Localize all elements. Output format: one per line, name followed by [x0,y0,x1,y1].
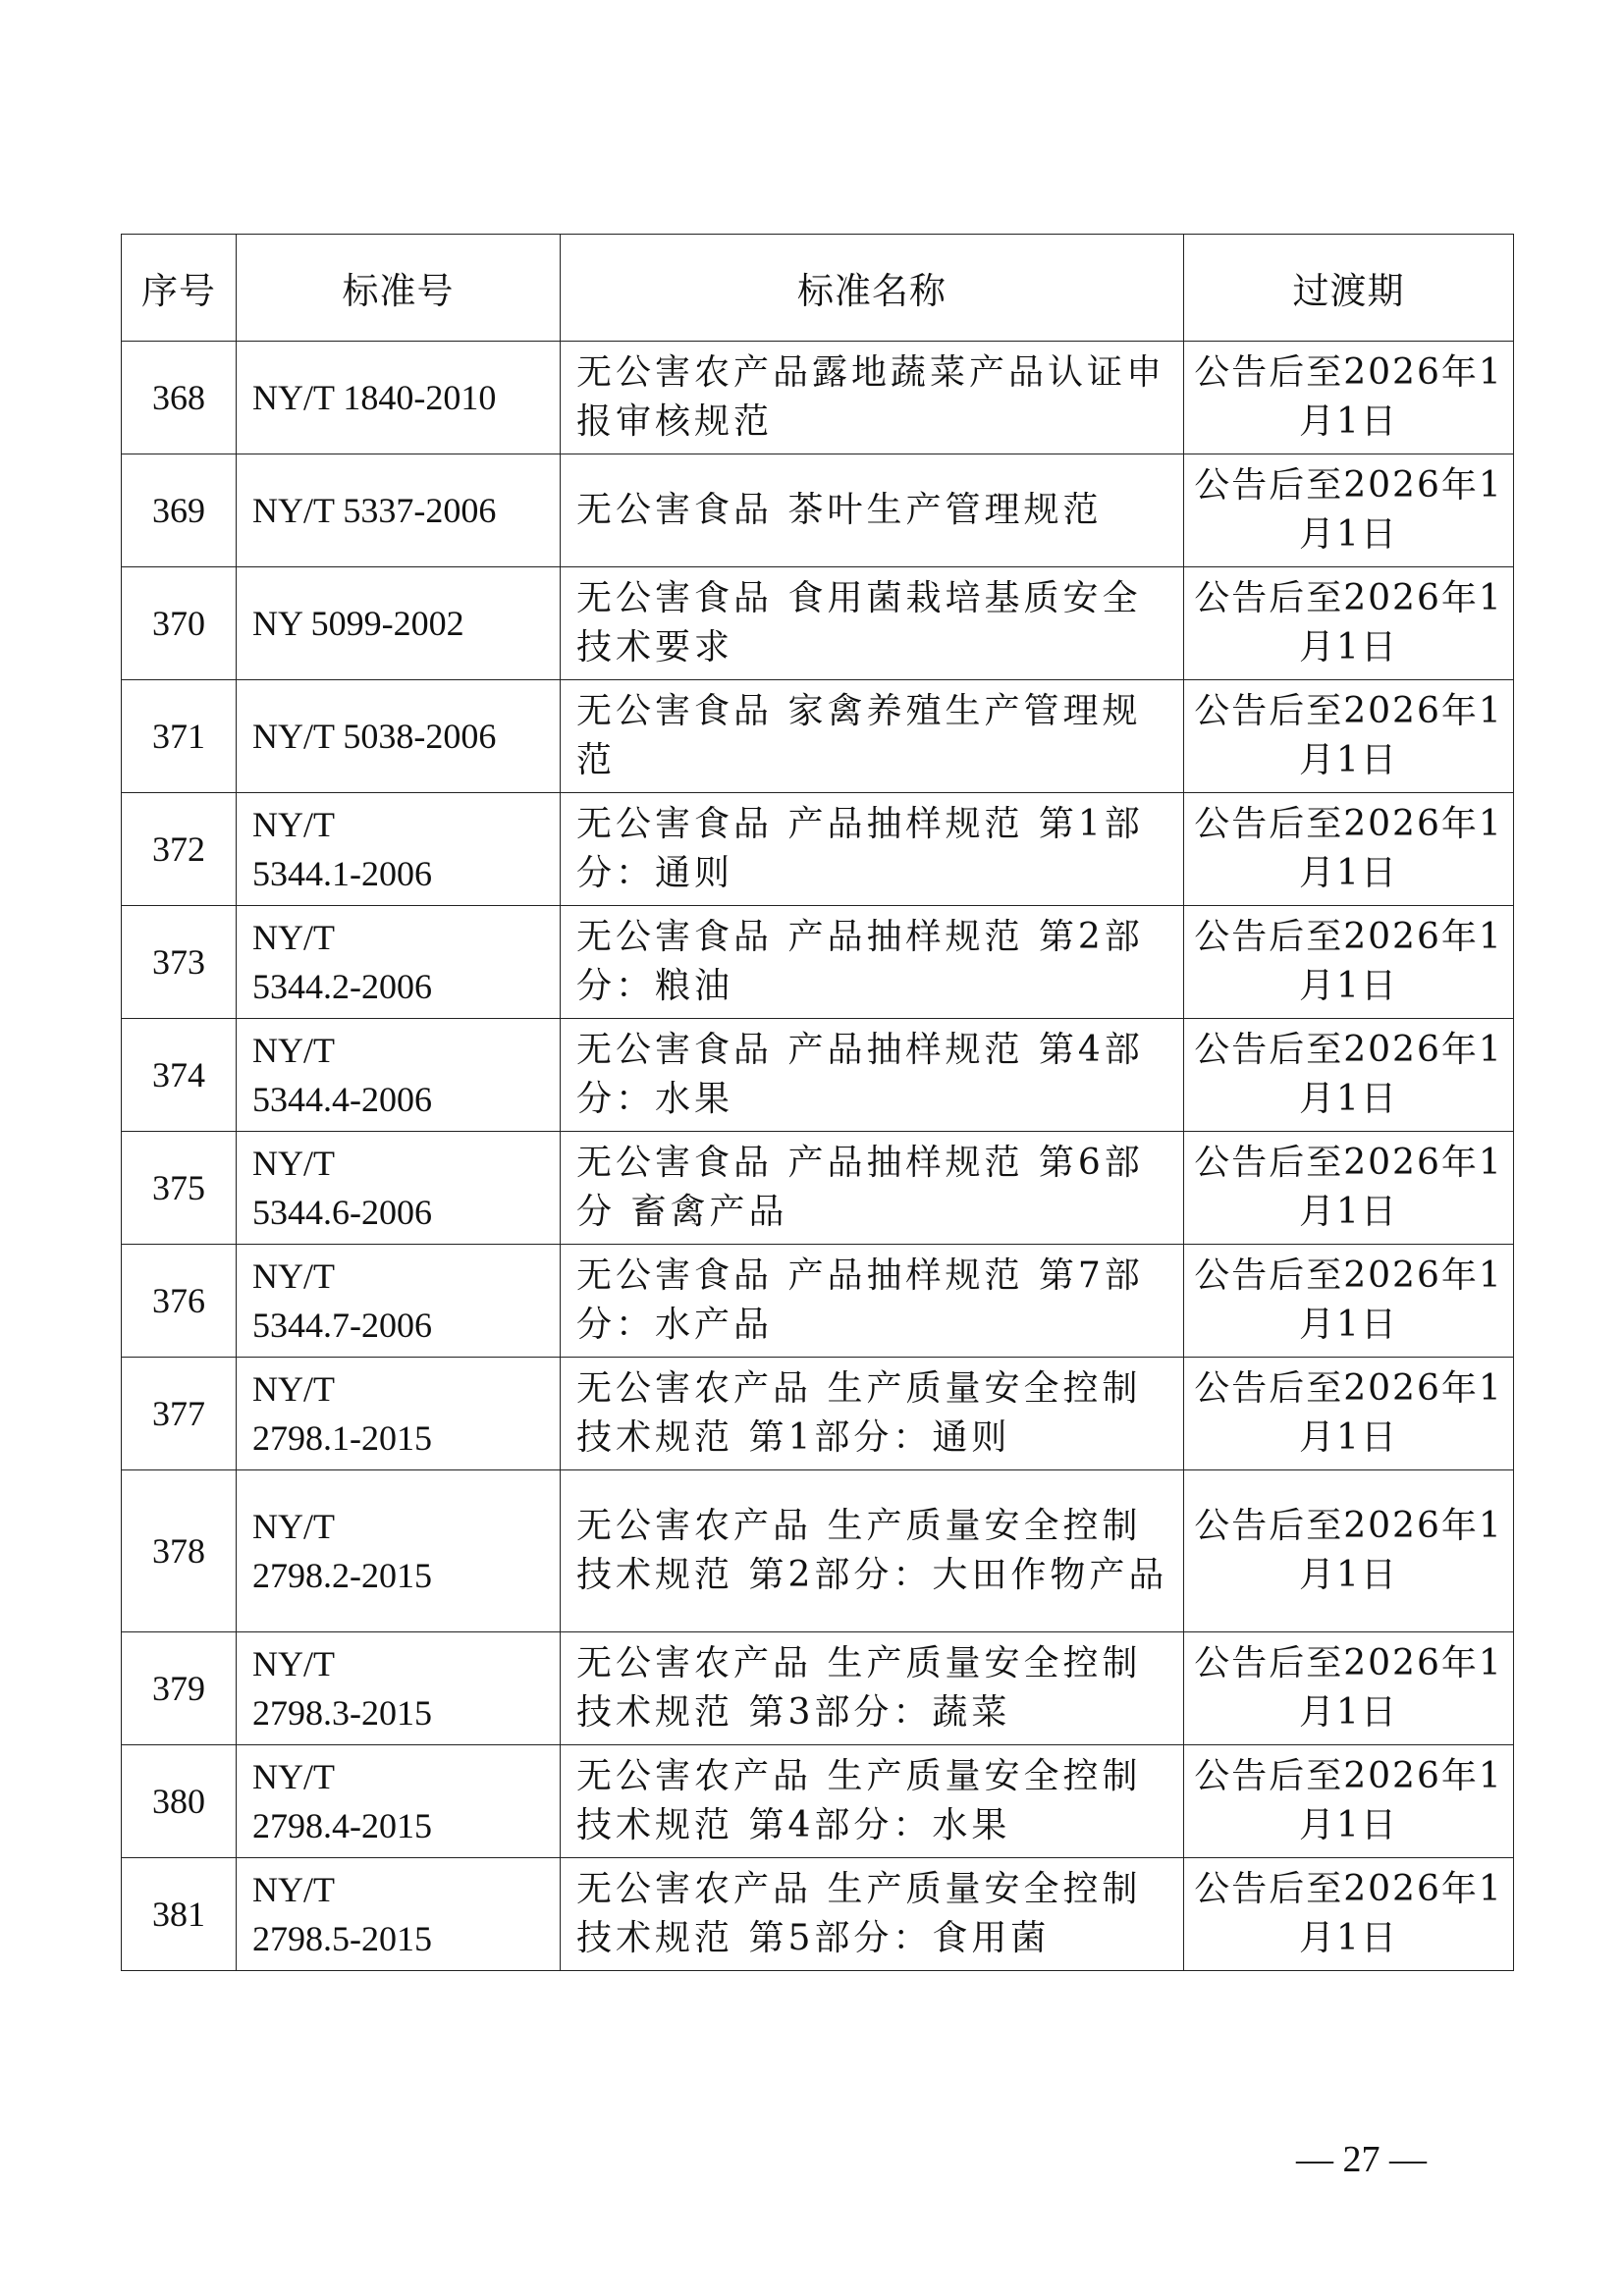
table-row [122,906,1514,1019]
table-row [122,1132,1514,1245]
table-row [122,567,1514,680]
cell-standard-code: NY/T 2798.3-2015 [237,1632,561,1745]
cell-standard-code: NY/T 2798.2-2015 [237,1470,561,1632]
cell-transition-period: 公告后至2026年1月1日 [1184,680,1514,793]
cell-transition-period: 公告后至2026年1月1日 [1184,1019,1514,1132]
cell-transition-period: 公告后至2026年1月1日 [1184,1745,1514,1858]
cell-transition-period: 公告后至2026年1月1日 [1184,906,1514,1019]
cell-transition-period: 公告后至2026年1月1日 [1184,1470,1514,1632]
header-code: 标准号 [237,235,561,342]
cell-standard-name: 无公害食品 产品抽样规范 第4部分：水果 [561,1019,1184,1132]
cell-seq: 373 [122,906,237,1019]
cell-seq: 371 [122,680,237,793]
cell-standard-name: 无公害农产品 生产质量安全控制技术规范 第1部分：通则 [561,1358,1184,1470]
cell-seq: 372 [122,793,237,906]
cell-transition-period: 公告后至2026年1月1日 [1184,342,1514,454]
cell-standard-name: 无公害农产品 生产质量安全控制技术规范 第5部分：食用菌 [561,1858,1184,1971]
table-row [122,1358,1514,1470]
table-row [122,793,1514,906]
cell-seq: 374 [122,1019,237,1132]
header-seq: 序号 [122,235,237,342]
cell-seq: 370 [122,567,237,680]
cell-standard-code: NY/T 5337-2006 [237,454,561,567]
cell-seq: 376 [122,1245,237,1358]
header-period: 过渡期 [1184,235,1514,342]
cell-transition-period: 公告后至2026年1月1日 [1184,454,1514,567]
cell-seq: 375 [122,1132,237,1245]
cell-standard-code: NY/T 2798.1-2015 [237,1358,561,1470]
cell-standard-name: 无公害农产品 生产质量安全控制技术规范 第2部分：大田作物产品 [561,1470,1184,1632]
cell-standard-name: 无公害农产品 生产质量安全控制技术规范 第4部分：水果 [561,1745,1184,1858]
cell-standard-code: NY/T 5344.7-2006 [237,1245,561,1358]
cell-standard-name: 无公害农产品露地蔬菜产品认证申报审核规范 [561,342,1184,454]
cell-standard-code: NY/T 1840-2010 [237,342,561,454]
cell-standard-name: 无公害食品 产品抽样规范 第2部分：粮油 [561,906,1184,1019]
cell-seq: 380 [122,1745,237,1858]
cell-transition-period: 公告后至2026年1月1日 [1184,1132,1514,1245]
header-name: 标准名称 [561,235,1184,342]
cell-seq: 377 [122,1358,237,1470]
table-row [122,680,1514,793]
table-row [122,1245,1514,1358]
cell-seq: 381 [122,1858,237,1971]
table-row [122,1019,1514,1132]
cell-standard-code: NY/T 2798.4-2015 [237,1745,561,1858]
cell-seq: 378 [122,1470,237,1632]
table-body [122,342,1514,1971]
cell-standard-name: 无公害食品 食用菌栽培基质安全技术要求 [561,567,1184,680]
table-row [122,1745,1514,1858]
cell-seq: 379 [122,1632,237,1745]
table-header-row [122,235,1514,342]
cell-standard-code: NY/T 5038-2006 [237,680,561,793]
cell-seq: 368 [122,342,237,454]
cell-transition-period: 公告后至2026年1月1日 [1184,1632,1514,1745]
cell-transition-period: 公告后至2026年1月1日 [1184,567,1514,680]
table-row [122,1632,1514,1745]
table-row [122,1858,1514,1971]
cell-standard-code: NY/T 5344.6-2006 [237,1132,561,1245]
cell-standard-name: 无公害食品 产品抽样规范 第7部分：水产品 [561,1245,1184,1358]
cell-seq: 369 [122,454,237,567]
table-row [122,1470,1514,1632]
cell-standard-name: 无公害食品 家禽养殖生产管理规范 [561,680,1184,793]
table-row [122,454,1514,567]
cell-standard-code: NY/T 2798.5-2015 [237,1858,561,1971]
cell-standard-name: 无公害农产品 生产质量安全控制技术规范 第3部分：蔬菜 [561,1632,1184,1745]
cell-standard-code: NY/T 5344.1-2006 [237,793,561,906]
standards-table [121,234,1514,1971]
cell-standard-name: 无公害食品 产品抽样规范 第6部分 畜禽产品 [561,1132,1184,1245]
cell-standard-code: NY/T 5344.4-2006 [237,1019,561,1132]
table-row [122,342,1514,454]
cell-standard-name: 无公害食品 产品抽样规范 第1部分：通则 [561,793,1184,906]
cell-transition-period: 公告后至2026年1月1日 [1184,1858,1514,1971]
cell-transition-period: 公告后至2026年1月1日 [1184,1358,1514,1470]
cell-standard-code: NY/T 5344.2-2006 [237,906,561,1019]
cell-transition-period: 公告后至2026年1月1日 [1184,1245,1514,1358]
cell-standard-code: NY 5099-2002 [237,567,561,680]
cell-standard-name: 无公害食品 茶叶生产管理规范 [561,454,1184,567]
cell-transition-period: 公告后至2026年1月1日 [1184,793,1514,906]
page-number: — 27 — [1296,2139,1427,2180]
